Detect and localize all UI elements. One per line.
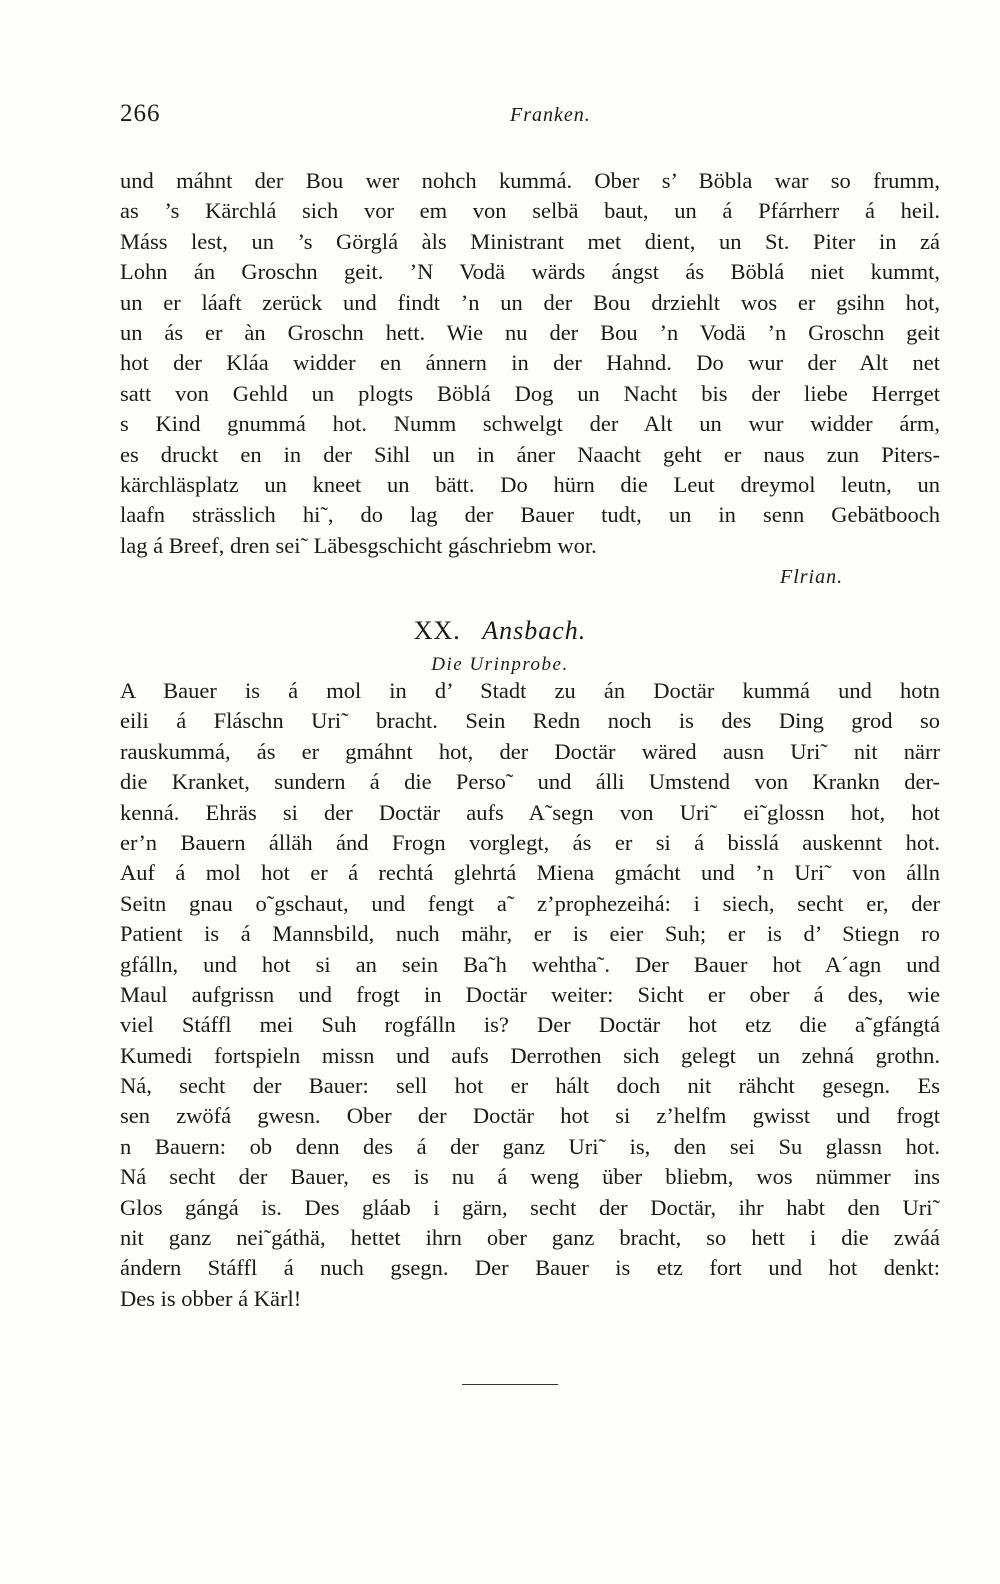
text-line: kärchläsplatz un kneet un bätt. Do hürn die Leut dreymol leutn, un: [120, 471, 940, 497]
text-line: Glos gángá is. Des gláab i gärn, secht der Doctär, ihr habt den Uri˜: [120, 1194, 940, 1220]
text-line: A Bauer is á mol in d’ Stadt zu án Doctär kummá und hotn: [120, 678, 940, 703]
text-line: die Kranket, sundern á die Perso˜ und álli Umstend von Krankn der-: [120, 769, 940, 795]
page-header: [120, 100, 940, 140]
section-place: Ansbach.: [482, 616, 587, 645]
text-line: un ás er àn Groschn hett. Wie nu der Bou ’n Vodä ’n Groschn geit: [120, 319, 940, 345]
section-number: XX.: [413, 616, 461, 645]
text-line: eili á Fláschn Uri˜ bracht. Sein Redn noch is des Ding grod so: [120, 708, 940, 734]
author-signature: Flrian.: [780, 566, 844, 588]
text-line: Máss lest, un ’s Görglá àls Ministrant met dient, un St. Piter in zá: [120, 228, 940, 254]
text-line: hot der Kláa widder en ánnern in der Hahnd. Do wur der Alt net: [120, 350, 940, 376]
text-line: viel Stáffl mei Suh rogfálln is? Der Doctär hot etz die a˜gfángtá: [120, 1012, 940, 1038]
text-line: Des is obber á Kärl!: [120, 1285, 302, 1311]
text-line: nit ganz nei˜gáthä, hettet ihrn ober ganz bracht, so hett i die zwáá: [120, 1225, 940, 1251]
text-line: Auf á mol hot er á rechtá glehrtá Miena gmácht und ’n Uri˜ von álln: [120, 860, 940, 886]
section-subtitle: Die Urinprobe.: [431, 654, 569, 675]
text-line: kenná. Ehräs si der Doctär aufs A˜segn von Uri˜ ei˜glossn hot, hot: [120, 799, 940, 825]
text-line: Lohn án Groschn geit. ’N Vodä wärds ángst ás Böblá niet kummt,: [120, 259, 940, 285]
paragraph-2: [120, 676, 940, 1314]
text-line: Patient is á Mannsbild, nuch mähr, er is eier Suh; er is d’ Stiegn ro: [120, 921, 940, 947]
page-number: 266: [120, 100, 161, 127]
text-line: Ná secht der Bauer, es is nu á weng über bliebm, wos nümmer ins: [120, 1164, 940, 1190]
text-line: un er láaft zerück und findt ’n un der Bou drziehlt wos er gsihn hot,: [120, 289, 940, 315]
text-line: as ’s Kärchlá sich vor em von selbä baut, un á Pfárrherr á heil.: [120, 198, 940, 224]
closing-rule: [462, 1384, 558, 1385]
text-line: es druckt en in der Sihl un in áner Naacht geht er naus zun Piters-: [120, 441, 940, 467]
text-line: laafn strässlich hi˜, do lag der Bauer tudt, un in senn Gebätbooch: [120, 502, 940, 528]
text-line: und máhnt der Bou wer nohch kummá. Ober s’ Böbla war so frumm,: [120, 168, 940, 193]
text-line: Ná, secht der Bauer: sell hot er hált doch nit rähcht gesegn. Es: [120, 1073, 940, 1099]
section-title: [0, 616, 1000, 646]
text-line: sen zwöfá gwesn. Ober der Doctär hot si z’helfm gwisst und frogt: [120, 1103, 940, 1129]
text-line: Maul aufgrissn und frogt in Doctär weiter: Sicht er ober á des, wie: [120, 981, 940, 1007]
running-head: Franken.: [510, 104, 591, 126]
text-line: er’n Bauern álläh ánd Frogn vorglegt, ás er si á bisslá auskennt hot.: [120, 829, 940, 855]
text-line: gfálln, und hot si an sein Ba˜h wehtha˜. Der Bauer hot A´agn und: [120, 951, 940, 977]
paragraph-1: [120, 166, 940, 561]
text-line: lag á Breef, dren sei˜ Läbesgschicht gáschriebm wor.: [120, 532, 597, 558]
text-line: n Bauern: ob denn des á der ganz Uri˜ is, den sei Su glassn hot.: [120, 1133, 940, 1159]
text-line: Kumedi fortspieln missn und aufs Derrothen sich gelegt un zehná grothn.: [120, 1042, 940, 1068]
text-line: Seitn gnau o˜gschaut, und fengt a˜ z’prophezeihá: i siech, secht er, der: [120, 890, 940, 916]
text-line: satt von Gehld un plogts Böblá Dog un Nacht bis der liebe Herrget: [120, 380, 940, 406]
text-line: s Kind gnummá hot. Numm schwelgt der Alt un wur widder árm,: [120, 411, 940, 437]
text-line: ándern Stáffl á nuch gsegn. Der Bauer is etz fort und hot denkt:: [120, 1255, 940, 1281]
text-line: rauskummá, ás er gmáhnt hot, der Doctär wäred ausn Uri˜ nit närr: [120, 738, 940, 764]
